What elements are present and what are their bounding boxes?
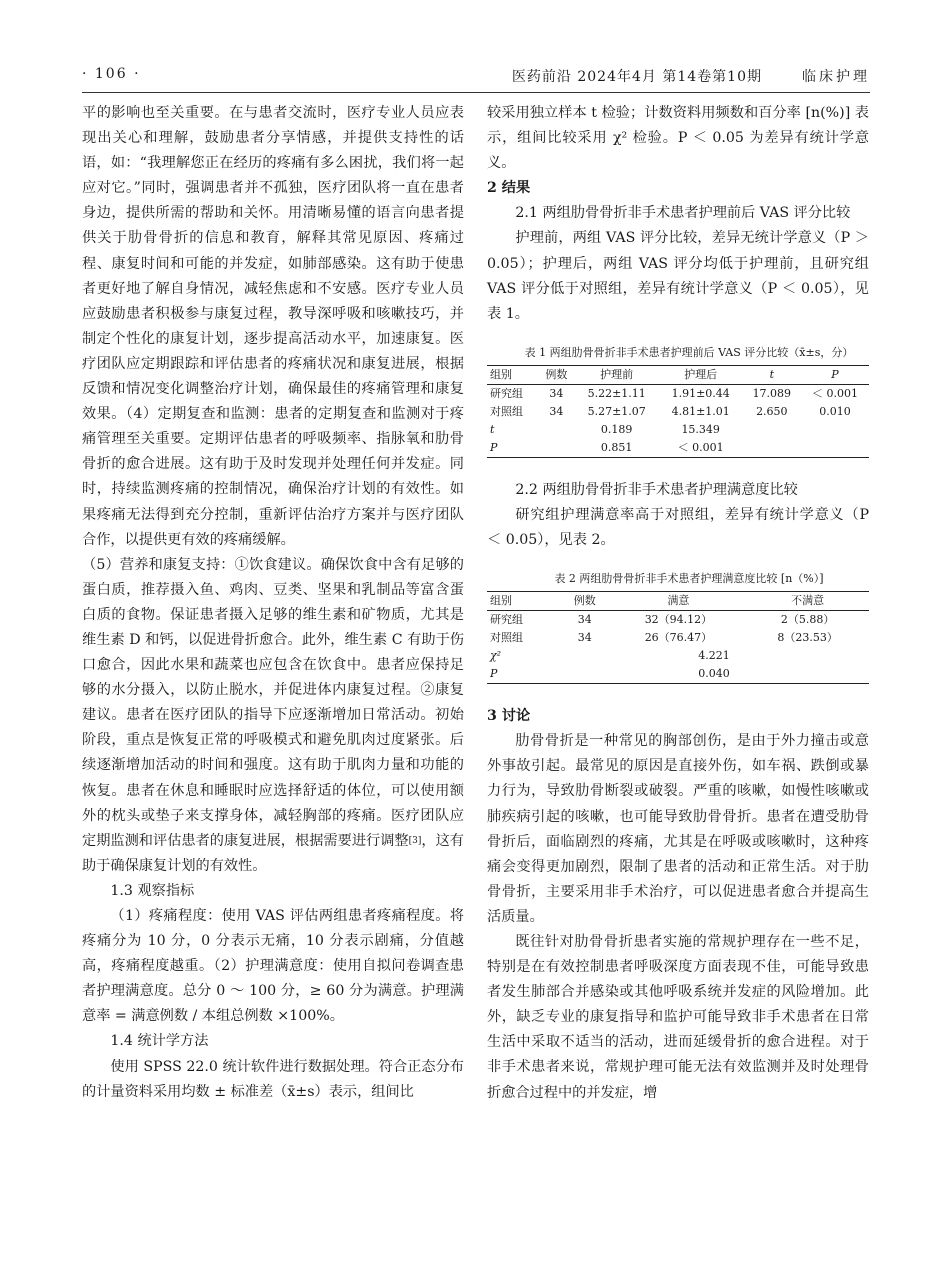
cell: 研究组 xyxy=(490,613,523,627)
cell: 4.221 xyxy=(698,649,730,663)
cell xyxy=(801,421,869,439)
col-header: 护理前 xyxy=(575,365,659,384)
cell: 2.650 xyxy=(756,404,788,418)
cell: 32（94.12） xyxy=(644,613,713,627)
section-heading: 2 结果 xyxy=(487,180,531,197)
cell: 34 xyxy=(549,386,564,400)
table-row xyxy=(487,384,869,403)
table-row xyxy=(487,611,869,630)
cell: 对照组 xyxy=(490,404,523,418)
paragraph: 既往针对肋骨骨折患者实施的常规护理存在一些不足，特别是在有效控制患者呼吸深度方面表现不佳，可能导致患者发生肺部合并感染或其他呼吸系统并发症的风险增加。此外，缺乏专业的康复指导和监护可能导致非手术患者在日常生活中采取不适当的活动，进而延缓骨折的愈合进程。对于非手术患者来说，常规护理可能无法有效监测并及时处理骨折愈合过程中的并发症，增 xyxy=(487,933,869,1101)
paragraph: 肋骨骨折是一种常见的胸部创伤，是由于外力撞击或意外事故引起。最常见的原因是直接外伤，如车祸、跌倒或暴力行为，导致肋骨断裂或破裂。严重的咳嗽，如慢性咳嗽或肺疾病引起的咳嗽，也可能导致肋骨骨折。患者在遭受肋骨骨折后，面临剧烈的疼痛，尤其是在呼吸或咳嗽时，这种疼痛会变得更加剧烈，限制了患者的活动和正常生活。对于肋骨骨折，主要采用非手术治疗，可以促进患者愈合并提高生活质量。 xyxy=(487,733,869,925)
right-column xyxy=(487,101,869,1106)
col-header: 满意 xyxy=(611,592,747,611)
table-row xyxy=(487,439,869,458)
left-column xyxy=(82,101,464,1105)
col-header: 例数 xyxy=(559,592,611,611)
section-heading: 3 讨论 xyxy=(487,708,531,725)
paragraph: 研究组护理满意率高于对照组，差异有统计学意义（P ＜ 0.05），见表 2。 xyxy=(487,506,869,549)
table-row xyxy=(487,647,869,665)
paragraph-text: （5）营养和康复支持：①饮食建议。确保饮食中含有足够的蛋白质，推荐摄入鱼、鸡肉、豆类、坚果和乳制品等富含蛋白质的食物。保证患者摄入足够的维生素和矿物质，尤其是维生素 D 和钙，以促进骨折愈合。此外，维生素 C 有助于伤口愈合，因此水果和蔬菜也应包含在饮食中。患者应保持足够的水分摄入，以防止脱水，并促进体内康复过程。②康复建议。患者在医疗团队的指导下应逐渐增加日常活动。初始阶段，重点是恢复正常的呼吸模式和避免肌肉过度紧张。后续逐渐增加活动的时间和强度。这有助于肌肉力量和功能的恢复。患者在休息和睡眠时应选择舒适的体位，可以使用额外的枕头或垫子来支撑身体，减轻胸部的疼痛。医疗团队应定期监测和评估患者的康复进展，根据需要进行调整 xyxy=(82,556,464,849)
cell: 17.089 xyxy=(752,386,792,400)
paragraph: 平的影响也至关重要。在与患者交流时，医疗专业人员应表现出关心和理解，鼓励患者分享情感，并提供支持性的话语，如：“我理解您正在经历的疼痛有多么困扰，我们将一起应对它。”同时，强调患者并不孤独，医疗团队将一直在患者身边，提供所需的帮助和关怀。用清晰易懂的语言向患者提供关于肋骨骨折的信息和教育，解释其常见原因、疼痛过程、康复时间和可能的并发症，如肺部感染。这有助于使患者更好地了解自身情况，减轻焦虑和不安感。医疗专业人员应鼓励患者积极参与康复过程，教导深呼吸和咳嗽技巧，并制定个性化的康复计划，逐步提高活动水平，加速康复。医疗团队应定期跟踪和评估患者的疼痛状况和康复进展，根据反馈和情况变化调整治疗计划，确保最佳的疼痛管理和康复效果。（4）定期复查和监测：患者的定期复查和监测对于疼痛管理至关重要。定期评估患者的呼吸频率、指脉氧和肋骨骨折的愈合进展。这有助于及时发现并处理任何并发症。同时，持续监测疼痛的控制情况，确保治疗计划的有效性。如果疼痛无法得到充分控制，重新评估治疗方案并与医疗团队合作，以提供更有效的疼痛缓解。 xyxy=(82,105,464,548)
table-row xyxy=(487,421,869,439)
section-heading: 2.1 两组肋骨骨折非手术患者护理前后 VAS 评分比较 xyxy=(515,205,851,222)
col-header: t xyxy=(743,365,801,384)
cell: 0.010 xyxy=(819,404,851,418)
section-heading: 1.4 统计学方法 xyxy=(110,1033,209,1050)
table-row xyxy=(487,665,869,684)
page-header xyxy=(82,62,870,88)
section-heading: 1.3 观察指标 xyxy=(110,882,195,899)
col-header: 护理后 xyxy=(659,365,743,384)
reference-mark: [3] xyxy=(408,835,422,846)
cell: 34 xyxy=(577,631,592,645)
col-header: P xyxy=(801,365,869,384)
paragraph xyxy=(82,553,464,879)
cell: 4.81±1.01 xyxy=(671,404,730,418)
cell: 0.189 xyxy=(600,422,633,436)
cell: χ² xyxy=(490,649,502,663)
cell: 34 xyxy=(549,404,564,418)
table-row xyxy=(487,403,869,421)
paragraph: 较采用独立样本 t 检验；计数资料用频数和百分率 [n(%)] 表示，组间比较采用 χ² 检验。P ＜ 0.05 为差异有统计学意义。 xyxy=(487,105,869,172)
cell: 0.851 xyxy=(575,439,659,458)
col-header: 组别 xyxy=(487,365,538,384)
paragraph-text: ，这有助于确保康复计划的有效性。 xyxy=(82,832,464,874)
table-caption: 表 1 两组肋骨骨折非手术患者护理前后 VAS 评分比较（x̄±s，分） xyxy=(524,345,854,359)
section-name: 临床护理 xyxy=(802,69,870,85)
col-header: 组别 xyxy=(487,592,559,611)
cell: ＜ 0.001 xyxy=(811,386,858,400)
paragraph: 护理前，两组 VAS 评分比较，差异无统计学意义（P ＞ 0.05）；护理后，两组 VAS 评分均低于护理前，且研究组 VAS 评分低于对照组，差异有统计学意义（P ＜ 0.05），见表 1。 xyxy=(487,230,869,322)
cell xyxy=(538,439,575,458)
satisfaction-table xyxy=(487,591,869,684)
journal-info: 医药前沿 2024年4月 第14卷第10期 xyxy=(511,69,762,85)
vas-table xyxy=(487,365,869,458)
cell: P xyxy=(487,665,559,684)
paragraph: （1）疼痛程度：使用 VAS 评估两组患者疼痛程度。将疼痛分为 10 分，0 分表示无痛，10 分表示剧痛，分值越高，疼痛程度越重。（2）护理满意度：使用自拟问卷调查患者护理满意度。总分 0 ～ 100 分，≥ 60 分为满意。护理满意率 = 满意例数 / 本组总例数 ×100%。 xyxy=(82,908,464,1025)
cell xyxy=(801,439,869,458)
cell: 2（5.88） xyxy=(780,613,835,627)
header-rule xyxy=(82,92,870,93)
cell: 对照组 xyxy=(490,631,523,645)
cell: 0.040 xyxy=(559,665,869,684)
col-header: 不满意 xyxy=(746,592,869,611)
cell xyxy=(743,439,801,458)
table-2 xyxy=(487,571,869,684)
table-1 xyxy=(487,345,869,458)
cell: 5.27±1.07 xyxy=(587,404,646,418)
table-caption: 表 2 两组肋骨骨折非手术患者护理满意度比较 [n（%）] xyxy=(554,572,824,586)
cell xyxy=(743,421,801,439)
cell: 研究组 xyxy=(490,386,523,400)
cell: t xyxy=(490,422,495,436)
paragraph: 使用 SPSS 22.0 统计软件进行数据处理。符合正态分布的计量资料采用均数 ± 标准差（x̄±s）表示，组间比 xyxy=(82,1058,464,1100)
cell: 15.349 xyxy=(681,422,720,436)
cell xyxy=(538,421,575,439)
cell: 1.91±0.44 xyxy=(671,386,730,400)
col-header: 例数 xyxy=(538,365,575,384)
page-number: · 106 · xyxy=(82,66,141,82)
section-heading: 2.2 两组肋骨骨折非手术患者护理满意度比较 xyxy=(515,481,798,498)
cell: ＜ 0.001 xyxy=(659,439,743,458)
table-row xyxy=(487,629,869,647)
cell: 5.22±1.11 xyxy=(587,386,646,400)
cell: 26（76.47） xyxy=(644,631,713,645)
cell: 34 xyxy=(577,613,592,627)
cell: 8（23.53） xyxy=(777,631,838,645)
cell: P xyxy=(487,439,538,458)
